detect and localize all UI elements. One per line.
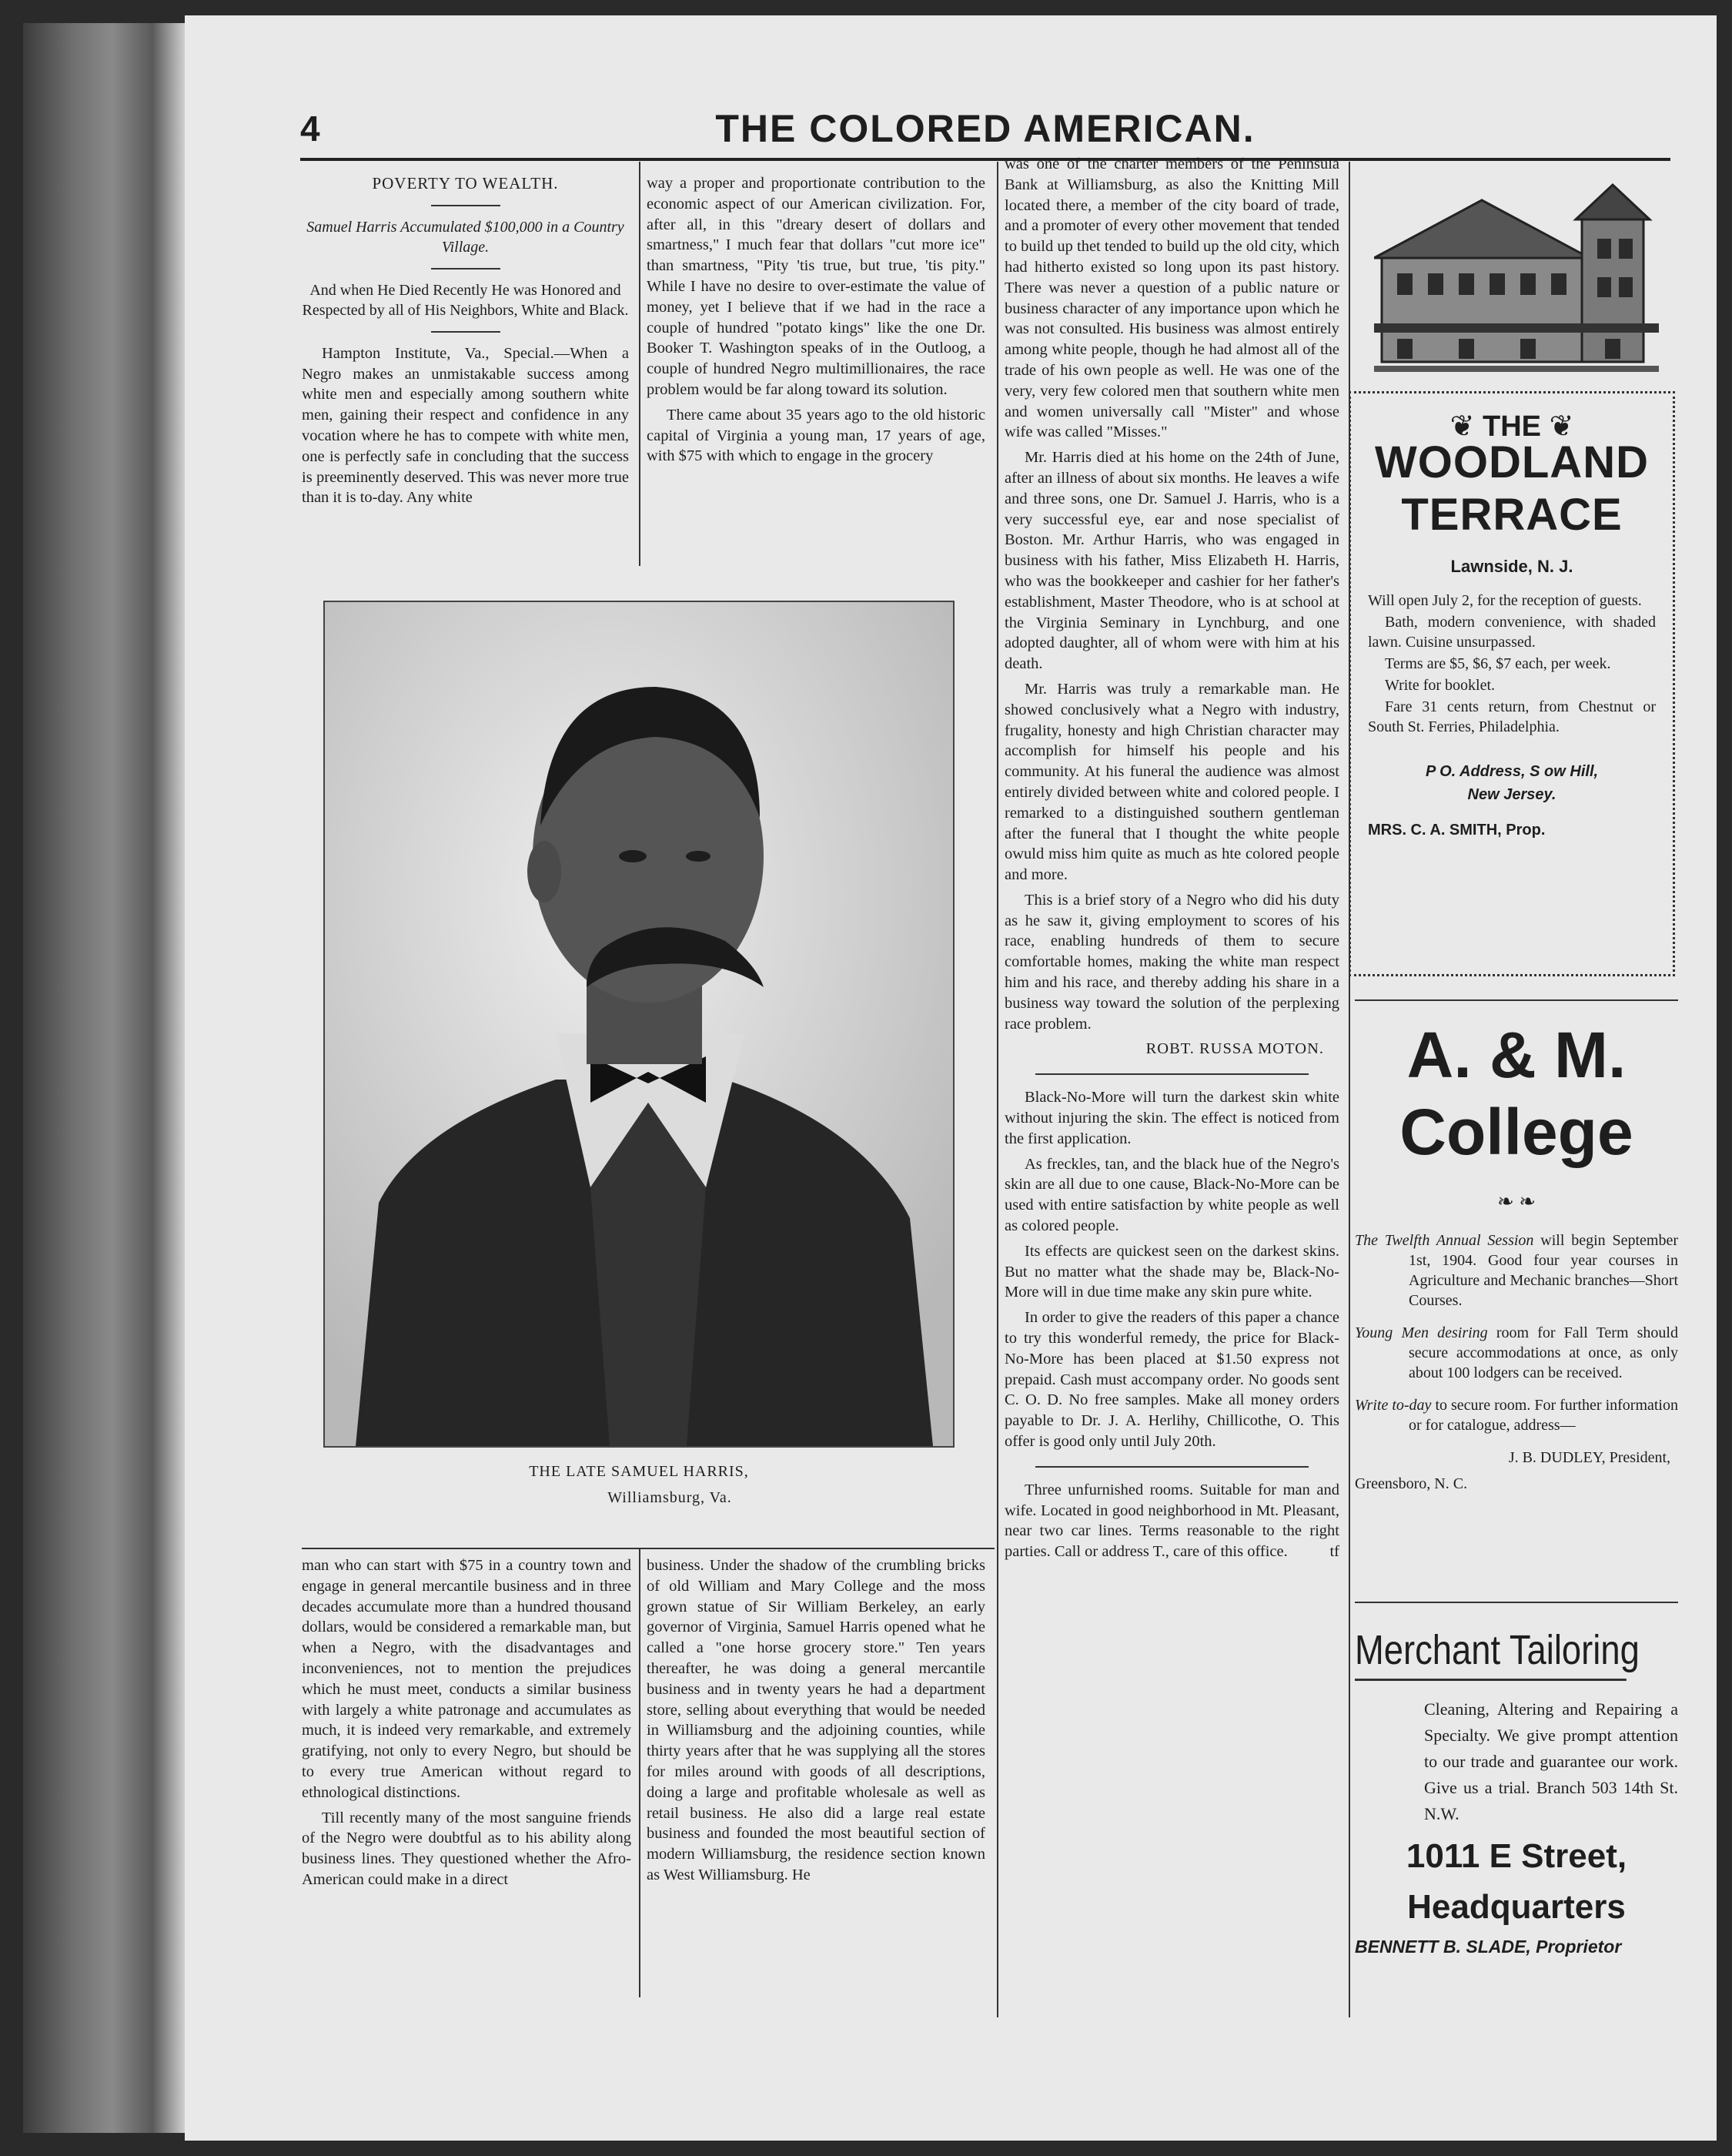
section-rule — [1035, 1073, 1309, 1075]
article-deck: And when He Died Recently He was Honored and Respected by all of His Neighbors, White and Black. — [302, 281, 629, 319]
woodland-line: Terms are $5, $6, $7 each, per week. — [1385, 655, 1611, 672]
am-lead: Write to-day — [1355, 1397, 1432, 1414]
column-rule — [639, 1549, 640, 1997]
am-paragraph — [1355, 1323, 1678, 1383]
merchant-tailoring-ad — [1355, 1625, 1678, 1960]
column-rule — [639, 162, 640, 566]
masthead: THE COLORED AMERICAN. — [715, 107, 1256, 150]
book-spine — [23, 23, 185, 2133]
leaf-ornament-icon: ❦ — [1549, 410, 1574, 443]
merchant-address-line2: Headquarters — [1407, 1888, 1626, 1926]
article-paragraph: Mr. Harris died at his home on the 24th of June, after an illness of about six months. He leaves a wife and three sons, one Dr. Samuel J. Harris, who is a very successful eye, ear and nose specialist of Boston. Mr. Arthur Harris, who was engaged in business with his father, Miss Elizabeth H. Harris, who was the bookkeeper and cashier for her father's establishment, Master Theodore, who is at school at the Virginia Seminary in Lynchburg, and one adopted daughter, all of whom were with him at his death. — [1005, 449, 1339, 673]
article-paragraph: This is a brief story of a Negro who did his duty as he saw it, giving employment to scores of his race, enabling hundreds of them to secure comfortable homes, making the white man respect him and his race, and thereby adding his share in a business way toward the solution of the perplexing race problem. — [1005, 891, 1339, 1033]
article-paragraph: was one of the charter members of the Peninsula Bank at Williamsburg, as also the Knitting Mill located there, a member of the city board of trade, and a promoter of every other movement that tended to build up thet tended to build up the old city, which had hitherto existed so long upon its past history. There was never a question of a public nature or business character of any importance upon which he was not consulted. His business was almost entirely among white people, though he had almost all of the trade of his own people as well. He was one of the very, very few colored men that southern white men and women universally call "Mister" and whose wife was called "Misses." — [1005, 156, 1339, 441]
am-lead: The Twelfth Annual Session — [1355, 1232, 1534, 1249]
article-paragraph: There came about 35 years ago to the old historic capital of Virginia a young man, 17 years of age, with $75 with which to engage in the grocery — [647, 406, 985, 465]
article-headline: POVERTY TO WEALTH. — [372, 174, 559, 192]
merchant-address-line1: 1011 E Street, — [1406, 1837, 1627, 1875]
divider — [431, 205, 500, 206]
woodland-proprietor: MRS. C. A. SMITH, Prop. — [1368, 822, 1546, 839]
am-college-ad — [1355, 1016, 1678, 1494]
section-rule — [1355, 999, 1678, 1001]
woodland-the — [1368, 410, 1656, 443]
woodland-line: Bath, modern convenience, with shaded lawn. Cuisine unsurpassed. — [1368, 614, 1656, 651]
woodland-line: Write for booklet. — [1385, 677, 1496, 694]
column-rule — [997, 162, 998, 2017]
article-col1-bottom — [302, 1555, 631, 1895]
article-paragraph: Till recently many of the most sanguine friends of the Negro were doubtful as to his ability along business lines. They questioned whether the Afro-American could make in a direct — [302, 1809, 631, 1888]
woodland-the-text: THE — [1483, 410, 1541, 443]
portrait-photo — [323, 601, 955, 1448]
woodland-line: Will open July 2, for the reception of guests. — [1368, 592, 1642, 609]
rooms-ad — [1005, 1480, 1339, 1562]
am-paragraph — [1355, 1395, 1678, 1435]
article-subhead: Samuel Harris Accumulated $100,000 in a Country Village. — [306, 218, 624, 256]
woodland-po-line2: New Jersey. — [1467, 786, 1556, 803]
article-paragraph: way a proper and proportionate contribution to the economic aspect of our American civilization. For, after all, in this "dreary desert of dollars and smartness," I much fear that dollars "cut more ice" than smartness, "Pity 'tis true, but true, 'tis pity." While I have no desire to over-estimate the value of money, yet I believe that if we had in the race a couple of hundred "potato kings" like the one Dr. Booker T. Washington speaks of in the Outloog, a couple of hundred Negro multimillionaires, the race problem would be far along toward its solution. — [647, 175, 985, 398]
photo-caption-name: THE LATE SAMUEL HARRIS, — [529, 1463, 749, 1480]
article-paragraph: man who can start with $75 in a country town and engage in general mercantile business and in three decades accumulate more than a hundred thousand dollars, would be considered a remarkable man, but when a Negro, with the disadvantages and inconveniences, not to mention the prejudices which he must meet, conducts a similar business with largely a white patronage and accumulates as much, it is indeed very remarkable, and extremely gratifying, not only to every Negro, but should be to every true American without regard to ethnological distinctions. — [302, 1557, 631, 1801]
page-header — [300, 100, 1670, 161]
am-text: room for Fall Term should secure accommodations at once, as only about 100 lodgers can be received. — [1409, 1324, 1678, 1381]
woodland-location: Lawnside, N. J. — [1450, 557, 1573, 576]
am-title-line2: College — [1399, 1096, 1633, 1168]
woodland-po-address — [1368, 760, 1656, 806]
ad-paragraph: In order to give the readers of this paper a chance to try this wonderful remedy, the price for Black-No-More has been placed at $1.50 express not prepaid. Cash must accompany order. No goods sent C. O. D. No free samples. Make all money orders payable to Dr. J. A. Herlihy, Chillicothe, O. This offer is good only until July 20th. — [1005, 1309, 1339, 1451]
am-text: will begin September 1st, 1904. Good four year courses in Agriculture and Mechanic branches—Short Courses. — [1409, 1232, 1679, 1309]
am-text: to secure room. For further information or for catalogue, address— — [1409, 1397, 1678, 1434]
article-paragraph: Mr. Harris was truly a remarkable man. He showed conclusively what a Negro with industry, frugality, honesty and high Christian character may accomplish for himself his people and his community. At his funeral the audience was almost entirely divided between white and colored people. I remarked to a distinguished southern gentleman after the funeral that I thought the white people owuld miss him quite as much as hte colored people and more. — [1005, 680, 1339, 884]
article-col3 — [1005, 154, 1339, 1567]
divider — [431, 331, 500, 333]
newspaper-page — [185, 15, 1717, 2141]
article-col2-top — [647, 173, 985, 471]
woodland-name-line2: TERRACE — [1401, 490, 1623, 540]
am-place: Greensboro, N. C. — [1355, 1475, 1468, 1492]
am-lead: Young Men desiring — [1355, 1324, 1488, 1341]
woodland-terrace-ad — [1349, 391, 1675, 976]
section-rule — [1355, 1602, 1678, 1603]
article-col2-bottom — [647, 1555, 985, 1890]
article-paragraph: business. Under the shadow of the crumbling bricks of old William and Mary College and the moss grown statue of Sir William Berkeley, an early governor of Virginia, Samuel Harris opened what he called a "one horse grocery store." Ten years thereafter, he was doing a general mercantile business and in twenty years he had a department store, selling about everything that would be needed in Williamsburg and the adjoining counties, while thirty years after that he was supplying all the stores for miles around with goods of all descriptions, doing a large and profitable wholesale as well as retail business. He also did a large real estate business and founded the most beautiful section of modern Williamsburg, the residence section known as West Williamsburg. He — [647, 1557, 985, 1883]
divider — [431, 268, 500, 270]
section-rule — [302, 1548, 995, 1549]
merchant-title: Merchant Tailoring — [1355, 1625, 1627, 1681]
article-signature: ROBT. RUSSA MOTON. — [1145, 1040, 1324, 1058]
article-col1-top — [302, 173, 629, 513]
woodland-name-line1: WOODLAND — [1375, 437, 1649, 487]
am-paragraph — [1355, 1230, 1678, 1311]
rooms-ad-text: Three unfurnished rooms. Suitable for man and wife. Located in good neighborhood in Mt. Pleasant, near two car lines. Terms reasonable to the right parties. Call or address T., care of this office. — [1005, 1481, 1339, 1561]
ad-paragraph: Black-No-More will turn the darkest skin white without injuring the skin. The effect is noticed from the first application. — [1005, 1089, 1339, 1147]
woodland-po-line1: P O. Address, S ow Hill, — [1425, 763, 1599, 780]
leaf-ornament-icon: ❦ — [1449, 410, 1475, 443]
hotel-engraving — [1374, 169, 1659, 377]
photo-caption-place: Williamsburg, Va. — [607, 1489, 732, 1506]
ad-paragraph: Its effects are quickest seen on the darkest skins. But no matter what the shade may be, Black-No-More will in due time make any skin pure white. — [1005, 1242, 1339, 1301]
article-paragraph: Hampton Institute, Va., Special.—When a Negro makes an unmistakable success among white men and especially among southern white men, gaining their respect and confidence in any vocation where he has to compete with white men, one is perfectly safe in concluding that the success is preeminently deserved. This was never more true than it is to-day. Any white — [302, 344, 629, 507]
merchant-body: Cleaning, Altering and Repairing a Specialty. We give prompt attention to our trade and guarantee our work. Give us a trial. Branch 503 14th St. N.W. — [1424, 1699, 1678, 1823]
am-title-line1: A. & M. — [1406, 1019, 1627, 1091]
woodland-line: Fare 31 cents return, from Chestnut or South St. Ferries, Philadelphia. — [1368, 698, 1656, 735]
ad-paragraph: As freckles, tan, and the black hue of the Negro's skin are all due to one cause, Black-No-More can be used with entire satisfaction by white people as well as colored people. — [1005, 1155, 1339, 1235]
section-rule — [1035, 1466, 1309, 1468]
ornament-icon: ❧ ❧ — [1496, 1190, 1536, 1213]
rooms-ad-mark: tf — [1329, 1543, 1339, 1561]
page-number: 4 — [300, 109, 320, 149]
portrait-figure — [325, 602, 953, 1446]
merchant-proprietor: BENNETT B. SLADE, Proprietor — [1355, 1937, 1622, 1957]
am-signer: J. B. DUDLEY, President, — [1508, 1449, 1670, 1466]
